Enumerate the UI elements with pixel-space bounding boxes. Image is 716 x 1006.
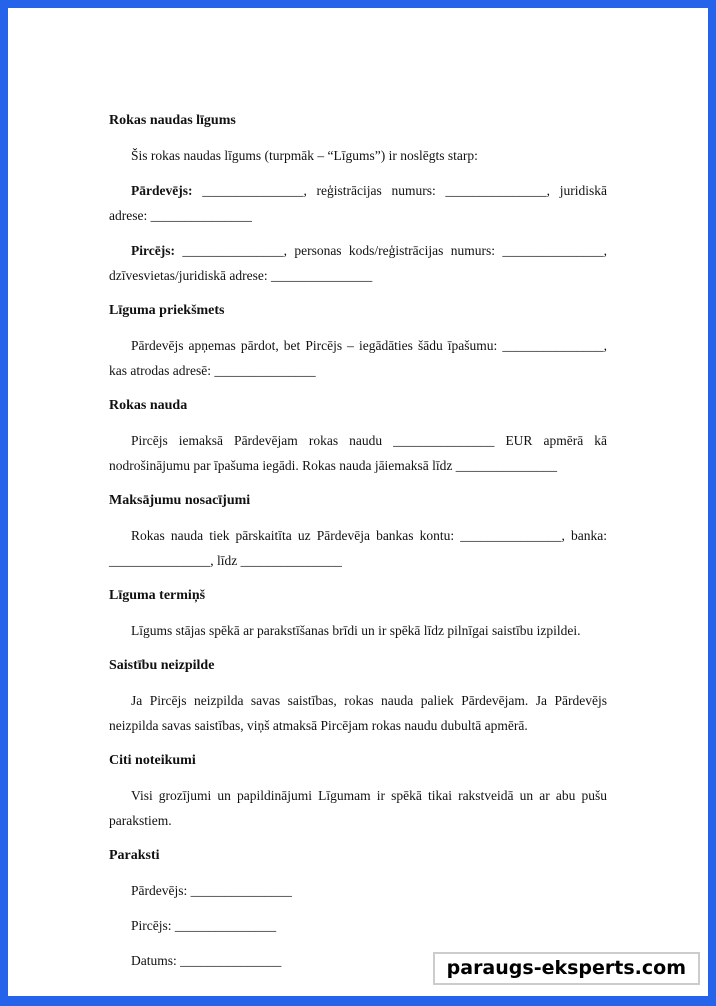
section-heading-subject: Līguma priekšmets <box>109 303 225 318</box>
signature-line-date: Datums: _______________ <box>131 953 282 968</box>
section-heading-payment-terms: Maksājumu nosacījumi <box>109 493 251 508</box>
section-body-payment-terms: Rokas nauda tiek pārskaitīta uz Pārdevēja bankas kontu: _______________, banka: _______________, līdz _______________ <box>109 528 607 568</box>
document-content <box>8 8 708 973</box>
section-heading-term: Līguma termiņš <box>109 588 206 603</box>
party-paragraph-buyer <box>109 238 607 288</box>
section-heading-non-performance: Saistību neizpilde <box>109 658 215 673</box>
section-body-earnest-money: Pircējs iemaksā Pārdevējam rokas naudu _______________ EUR apmērā kā nodrošinājumu par īpašuma iegādi. Rokas nauda jāiemaksā līdz _______________ <box>109 433 607 473</box>
buyer-label: Pircējs: <box>131 243 175 258</box>
signature-line-seller: Pārdevējs: _______________ <box>131 883 292 898</box>
section-heading-other-provisions: Citi noteikumi <box>109 753 196 768</box>
section-body-non-performance: Ja Pircējs neizpilda savas saistības, rokas nauda paliek Pārdevējam. Ja Pārdevējs neizpilda savas saistības, viņš atmaksā Pircējam rokas naudu dubultā apmērā. <box>109 693 607 733</box>
watermark-badge: paraugs-eksperts.com <box>433 952 700 985</box>
signatures-heading: Paraksti <box>109 848 160 863</box>
intro-paragraph: Šis rokas naudas līgums (turpmāk – “Līgums”) ir noslēgts starp: <box>131 148 478 163</box>
section-body-subject: Pārdevējs apņemas pārdot, bet Pircējs – iegādāties šādu īpašumu: _______________, kas atrodas adresē: _______________ <box>109 338 607 378</box>
seller-label: Pārdevējs: <box>131 183 193 198</box>
party-paragraph-seller <box>109 178 607 228</box>
section-body-term: Līgums stājas spēkā ar parakstīšanas brīdi un ir spēkā līdz pilnīgai saistību izpildei. <box>131 623 581 638</box>
seller-details: _______________, reģistrācijas numurs: _______________, juridiskā adrese: _______________ <box>109 183 607 223</box>
buyer-details: _______________, personas kods/reģistrācijas numurs: _______________, dzīvesvietas/juridiskā adrese: _______________ <box>109 243 607 283</box>
document-title: Rokas naudas līgums <box>109 113 236 128</box>
section-body-other-provisions: Visi grozījumi un papildinājumi Līgumam ir spēkā tikai rakstveidā un ar abu pušu parakstiem. <box>109 788 607 828</box>
signature-line-buyer: Pircējs: _______________ <box>131 918 277 933</box>
section-heading-earnest-money: Rokas nauda <box>109 398 188 413</box>
